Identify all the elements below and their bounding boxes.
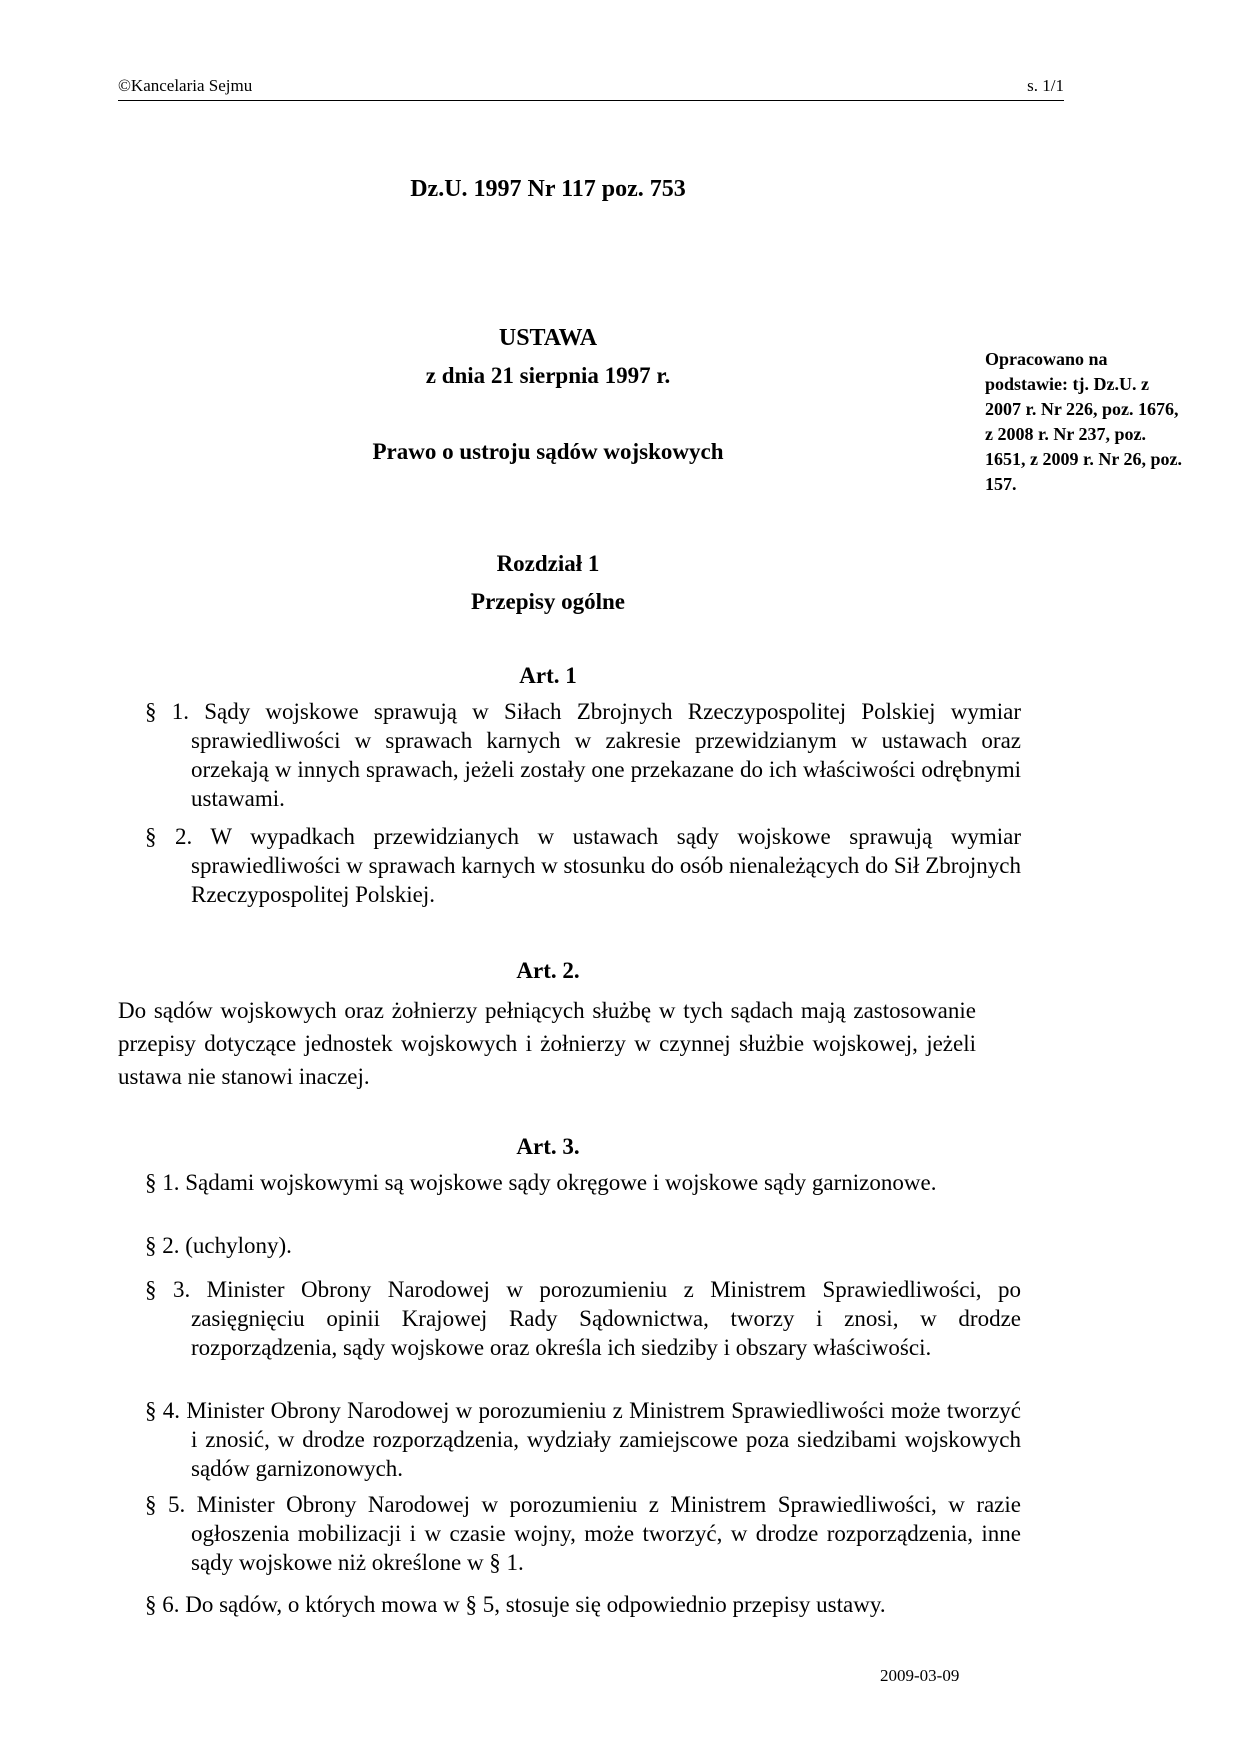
art3-paragraph-5: § 5. Minister Obrony Narodowej w porozumieniu z Ministrem Sprawiedliwości, w razie ogłoszenia mobilizacji i w czasie wojny, może tworzyć, w drodze rozporządzenia, inne sądy wojskowe niż określone w § 1.	[145, 1492, 1021, 1575]
art1-heading: Art. 1	[519, 663, 577, 688]
journal-reference: Dz.U. 1997 Nr 117 poz. 753	[410, 176, 686, 202]
art1-paragraph-1: § 1. Sądy wojskowe sprawują w Siłach Zbrojnych Rzeczypospolitej Polskiej wymiar sprawiedliwości w sprawach karnych w zakresie przewidzianym w ustawach oraz orzekają w innych sprawach, jeżeli zostały one przekazane do ich właściwości odrębnymi ustawami.	[145, 699, 1021, 811]
source-note: Opracowano na podstawie: tj. Dz.U. z 2007 r. Nr 226, poz. 1676, z 2008 r. Nr 237, poz. 1651, z 2009 r. Nr 26, poz. 157.	[985, 349, 1182, 494]
art3-paragraph-4: § 4. Minister Obrony Narodowej w porozumieniu z Ministrem Sprawiedliwości może tworzyć i znosić, w drodze rozporządzenia, wydziały zamiejscowe poza siedzibami wojskowych sądów garnizonowych.	[145, 1398, 1021, 1481]
footer-date: 2009-03-09	[880, 1666, 960, 1685]
art2-text: Do sądów wojskowych oraz żołnierzy pełniących służbę w tych sądach mają zastosowanie przepisy dotyczące jednostek wojskowych i żołnierzy w czynnej służbie wojskowej, jeżeli ustawa nie stanowi inaczej.	[118, 998, 976, 1089]
art1-paragraph-2: § 2. W wypadkach przewidzianych w ustawach sądy wojskowe sprawują wymiar sprawiedliwości w sprawach karnych w stosunku do osób nienależących do Sił Zbrojnych Rzeczypospolitej Polskiej.	[145, 824, 1021, 907]
act-type: USTAWA	[498, 325, 598, 351]
page-number: s. 1/1	[1027, 76, 1064, 95]
art3-paragraph-3: § 3. Minister Obrony Narodowej w porozumieniu z Ministrem Sprawiedliwości, po zasięgnięciu opinii Krajowej Rady Sądownictwa, tworzy i znosi, w drodze rozporządzenia, sądy wojskowe oraz określa ich siedziby i obszary właściwości.	[145, 1277, 1021, 1360]
art3-paragraph-6: § 6. Do sądów, o których mowa w § 5, stosuje się odpowiednio przepisy ustawy.	[145, 1592, 886, 1617]
publisher-label: ©Kancelaria Sejmu	[118, 76, 253, 95]
art3-paragraph-1: § 1. Sądami wojskowymi są wojskowe sądy okręgowe i wojskowe sądy garnizonowe.	[145, 1170, 937, 1195]
chapter-number: Rozdział 1	[496, 551, 600, 576]
chapter-title: Przepisy ogólne	[471, 589, 625, 614]
art3-heading: Art. 3.	[516, 1134, 580, 1159]
act-date: z dnia 21 sierpnia 1997 r.	[425, 363, 671, 388]
act-title: Prawo o ustroju sądów wojskowych	[372, 439, 724, 464]
page-header	[118, 76, 1064, 101]
art3-paragraph-2: § 2. (uchylony).	[145, 1233, 292, 1258]
art2-heading: Art. 2.	[516, 958, 580, 983]
